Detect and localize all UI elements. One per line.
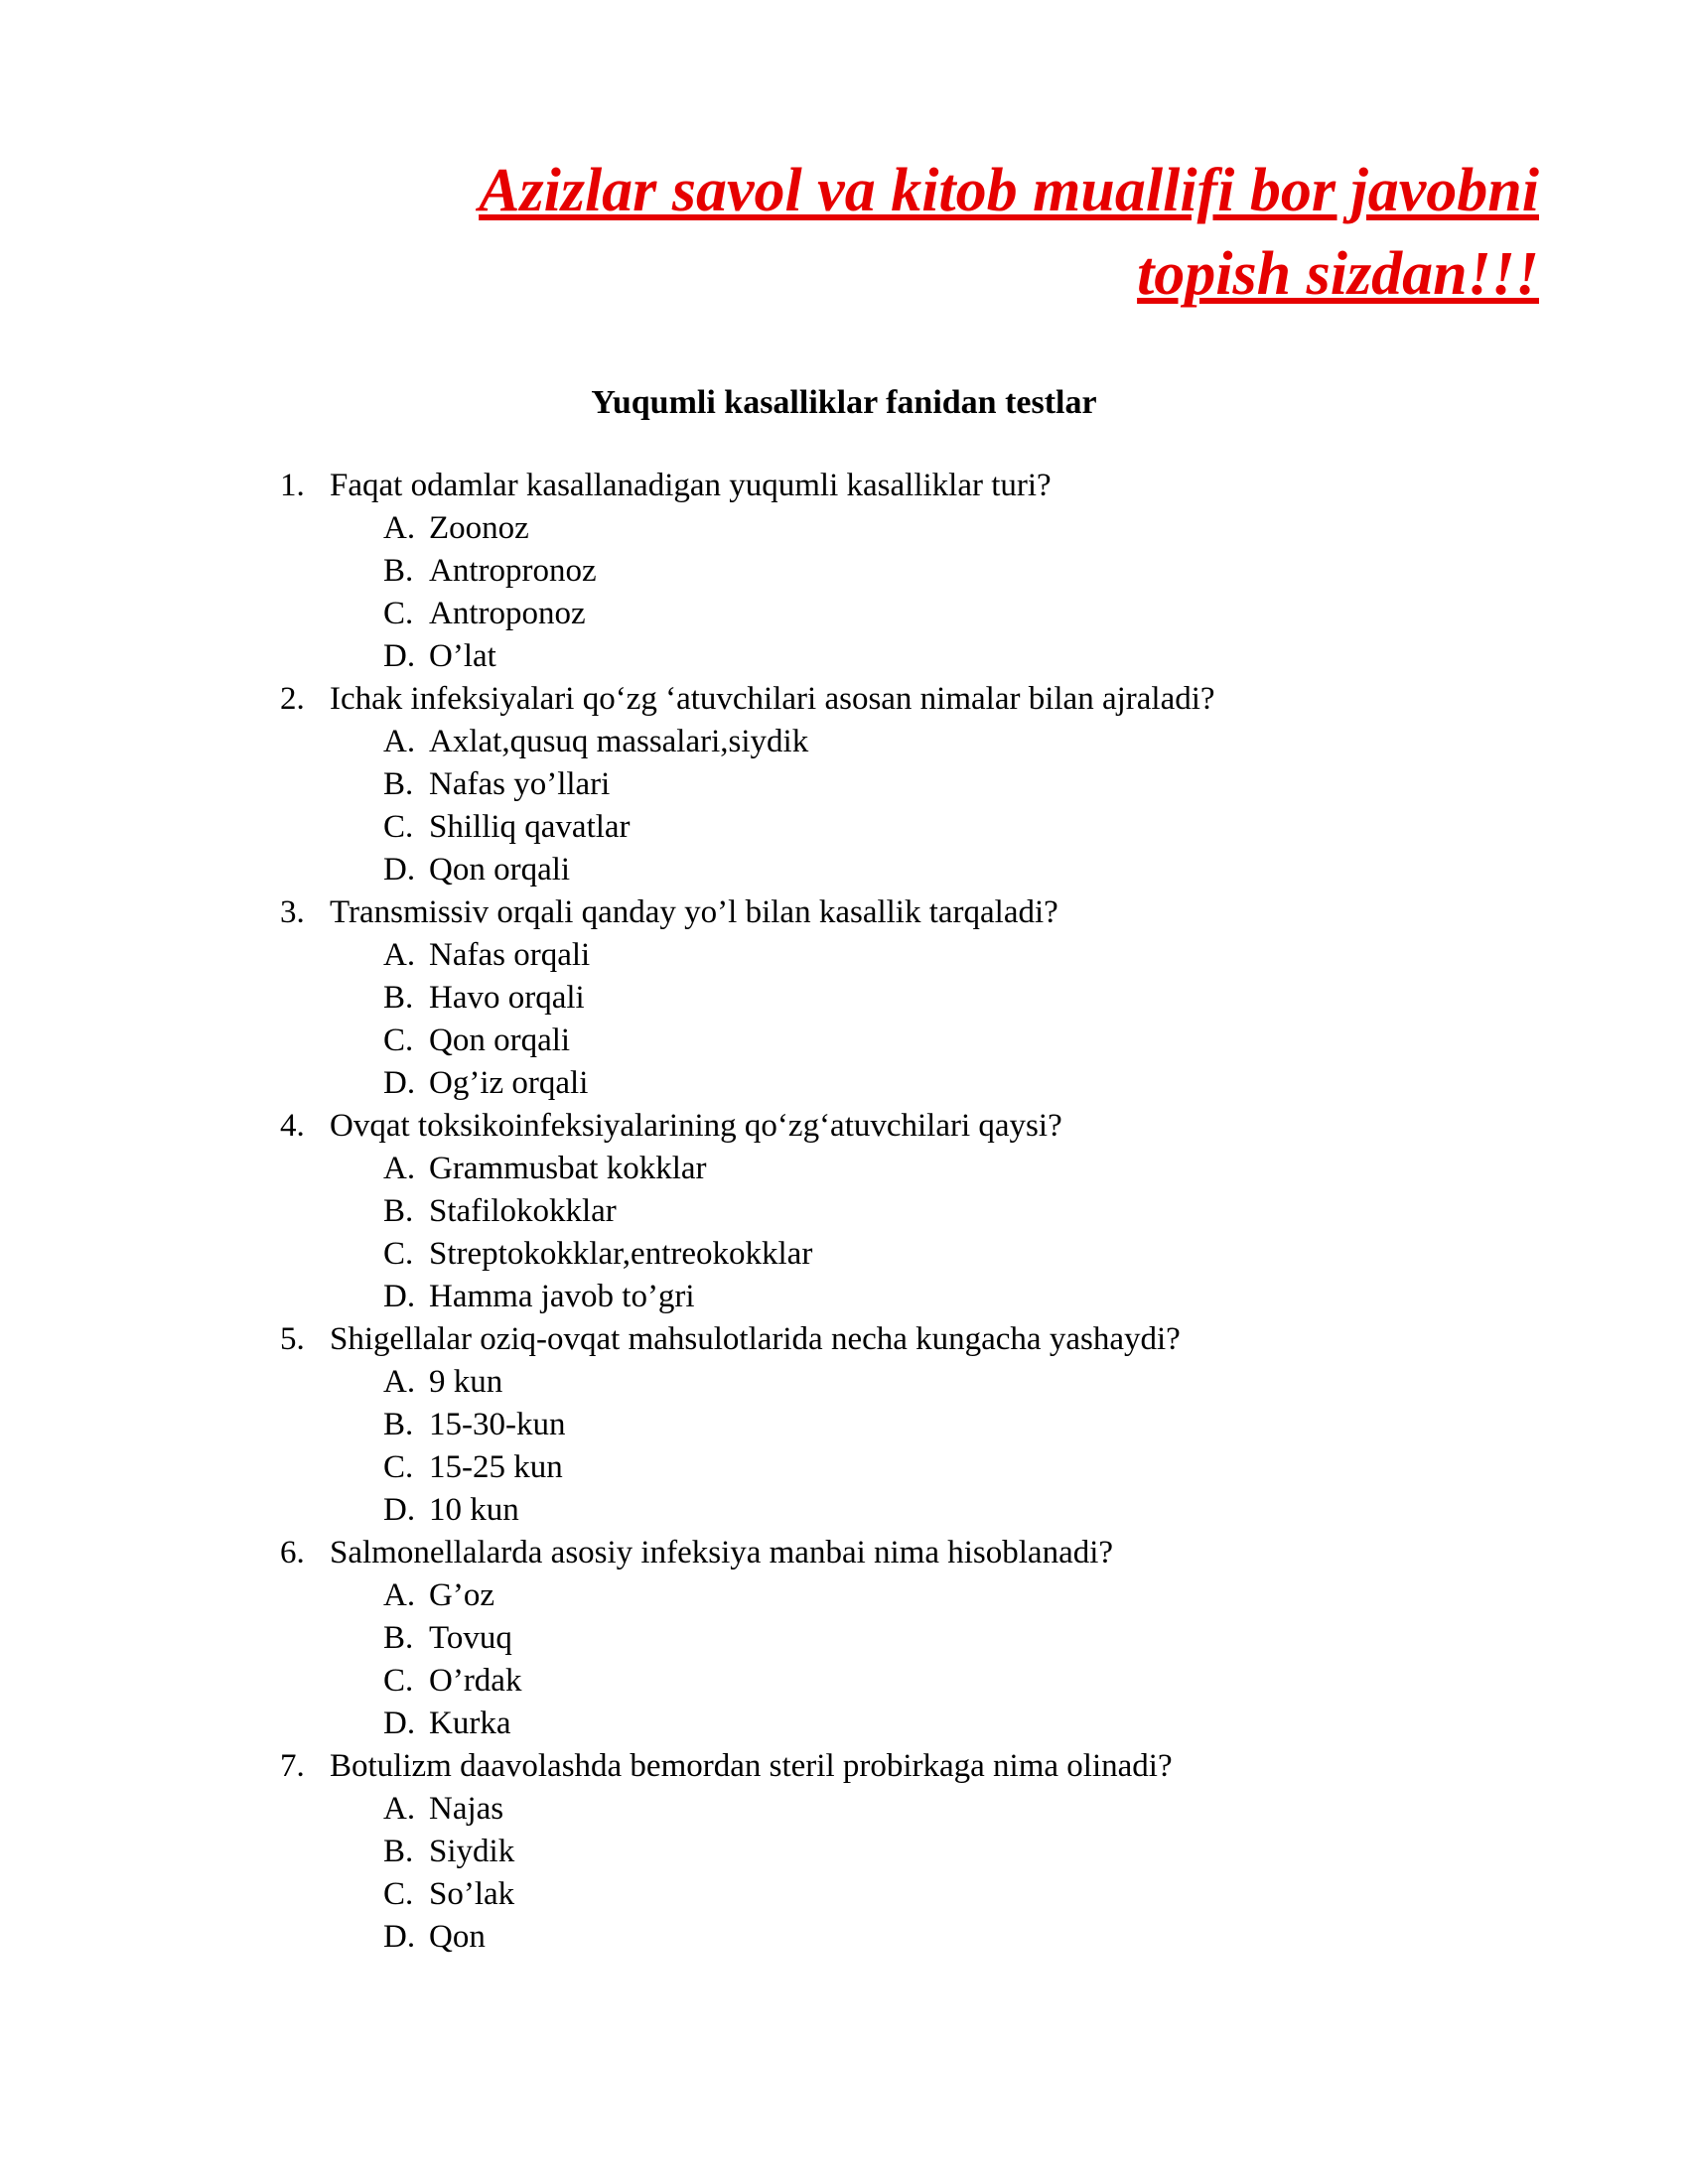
option-label: A. bbox=[383, 937, 416, 973]
option-item bbox=[0, 1020, 1688, 1062]
option-text: So’lak bbox=[429, 1876, 515, 1912]
option-text: 15-30-kun bbox=[429, 1407, 566, 1442]
question-text: Ichak infeksiyalari qo‘zg ‘atuvchilari asosan nimalar bilan ajraladi? bbox=[330, 681, 1215, 717]
question-item bbox=[0, 1745, 1688, 1959]
option-text: Axlat,qusuq massalari,siydik bbox=[429, 724, 809, 759]
option-label: D. bbox=[383, 1065, 416, 1101]
option-label: D. bbox=[383, 1706, 416, 1741]
option-label: B. bbox=[383, 1407, 414, 1442]
question-line bbox=[0, 678, 1688, 721]
question-number: 6. bbox=[280, 1535, 305, 1570]
option-label: C. bbox=[383, 809, 414, 845]
option-text: Antroponoz bbox=[429, 596, 586, 631]
option-item bbox=[0, 1660, 1688, 1703]
question-text: Shigellalar oziq-ovqat mahsulotlarida necha kungacha yashaydi? bbox=[330, 1321, 1181, 1357]
option-label: B. bbox=[383, 1193, 414, 1229]
option-label: A. bbox=[383, 1791, 416, 1827]
option-text: Nafas orqali bbox=[429, 937, 591, 973]
question-item bbox=[0, 1105, 1688, 1318]
option-item bbox=[0, 1148, 1688, 1190]
option-item bbox=[0, 763, 1688, 806]
option-text: O’lat bbox=[429, 638, 496, 674]
option-item bbox=[0, 1916, 1688, 1959]
option-text: Zoonoz bbox=[429, 510, 529, 546]
option-item bbox=[0, 721, 1688, 763]
option-label: A. bbox=[383, 724, 416, 759]
option-item bbox=[0, 806, 1688, 849]
option-text: G’oz bbox=[429, 1577, 494, 1613]
option-item bbox=[0, 1233, 1688, 1276]
option-item bbox=[0, 1831, 1688, 1873]
option-label: D. bbox=[383, 852, 416, 887]
option-item bbox=[0, 1703, 1688, 1745]
question-line bbox=[0, 891, 1688, 934]
option-text: Siydik bbox=[429, 1834, 515, 1869]
option-text: Qon bbox=[429, 1919, 486, 1955]
option-label: A. bbox=[383, 510, 416, 546]
option-text: Nafas yo’llari bbox=[429, 766, 611, 802]
option-label: C. bbox=[383, 1663, 414, 1699]
question-line bbox=[0, 1745, 1688, 1788]
option-item bbox=[0, 1404, 1688, 1446]
option-label: B. bbox=[383, 1834, 414, 1869]
option-label: C. bbox=[383, 596, 414, 631]
option-text: Najas bbox=[429, 1791, 504, 1827]
option-item bbox=[0, 849, 1688, 891]
option-item bbox=[0, 977, 1688, 1020]
document-title bbox=[0, 0, 1688, 316]
option-item bbox=[0, 1361, 1688, 1404]
option-label: C. bbox=[383, 1236, 414, 1272]
option-item bbox=[0, 507, 1688, 550]
option-label: B. bbox=[383, 980, 414, 1016]
option-label: A. bbox=[383, 1151, 416, 1186]
option-item bbox=[0, 934, 1688, 977]
title-line-1: Azizlar savol va kitob muallifi bor javobni bbox=[479, 157, 1539, 224]
option-text: Og’iz orqali bbox=[429, 1065, 589, 1101]
question-text: Faqat odamlar kasallanadigan yuqumli kasalliklar turi? bbox=[330, 468, 1052, 503]
option-item bbox=[0, 1062, 1688, 1105]
question-text: Ovqat toksikoinfeksiyalarining qo‘zg‘atuvchilari qaysi? bbox=[330, 1108, 1062, 1144]
option-text: 10 kun bbox=[429, 1492, 519, 1528]
option-text: Antropronoz bbox=[429, 553, 597, 589]
option-text: 15-25 kun bbox=[429, 1449, 563, 1485]
option-item bbox=[0, 1574, 1688, 1617]
question-item bbox=[0, 1318, 1688, 1532]
option-label: D. bbox=[383, 1279, 416, 1314]
option-item bbox=[0, 1617, 1688, 1660]
option-text: O’rdak bbox=[429, 1663, 522, 1699]
option-label: B. bbox=[383, 766, 414, 802]
option-item bbox=[0, 1276, 1688, 1318]
option-label: A. bbox=[383, 1364, 416, 1400]
question-number: 5. bbox=[280, 1321, 305, 1357]
question-line bbox=[0, 1318, 1688, 1361]
option-label: C. bbox=[383, 1449, 414, 1485]
section-heading: Yuqumli kasalliklar fanidan testlar bbox=[591, 384, 1097, 421]
option-text: Havo orqali bbox=[429, 980, 585, 1016]
option-item bbox=[0, 1873, 1688, 1916]
option-text: Shilliq qavatlar bbox=[429, 809, 631, 845]
option-text: Tovuq bbox=[429, 1620, 512, 1656]
title-line-2: topish sizdan!!! bbox=[1137, 240, 1539, 308]
question-text: Transmissiv orqali qanday yo’l bilan kasallik tarqaladi? bbox=[330, 894, 1058, 930]
option-label: B. bbox=[383, 553, 414, 589]
option-label: A. bbox=[383, 1577, 416, 1613]
question-item bbox=[0, 465, 1688, 678]
question-number: 1. bbox=[280, 468, 305, 503]
option-text: 9 kun bbox=[429, 1364, 503, 1400]
option-label: B. bbox=[383, 1620, 414, 1656]
option-item bbox=[0, 635, 1688, 678]
question-item bbox=[0, 1532, 1688, 1745]
option-text: Streptokokklar,entreokokklar bbox=[429, 1236, 813, 1272]
question-item bbox=[0, 891, 1688, 1105]
question-text: Botulizm daavolashda bemordan steril probirkaga nima olinadi? bbox=[330, 1748, 1173, 1784]
option-label: C. bbox=[383, 1023, 414, 1058]
question-item bbox=[0, 678, 1688, 891]
option-item bbox=[0, 593, 1688, 635]
option-item bbox=[0, 550, 1688, 593]
option-item bbox=[0, 1446, 1688, 1489]
question-line bbox=[0, 1532, 1688, 1574]
question-number: 3. bbox=[280, 894, 305, 930]
option-item bbox=[0, 1190, 1688, 1233]
option-label: D. bbox=[383, 638, 416, 674]
option-label: D. bbox=[383, 1919, 416, 1955]
option-text: Hamma javob to’gri bbox=[429, 1279, 695, 1314]
option-text: Qon orqali bbox=[429, 1023, 571, 1058]
option-label: D. bbox=[383, 1492, 416, 1528]
question-number: 4. bbox=[280, 1108, 305, 1144]
option-item bbox=[0, 1489, 1688, 1532]
option-text: Stafilokokklar bbox=[429, 1193, 617, 1229]
question-list bbox=[0, 465, 1688, 1959]
option-text: Grammusbat kokklar bbox=[429, 1151, 707, 1186]
question-number: 7. bbox=[280, 1748, 305, 1784]
option-item bbox=[0, 1788, 1688, 1831]
option-text: Kurka bbox=[429, 1706, 511, 1741]
question-line bbox=[0, 465, 1688, 507]
question-text: Salmonellalarda asosiy infeksiya manbai nima hisoblanadi? bbox=[330, 1535, 1114, 1570]
option-label: C. bbox=[383, 1876, 414, 1912]
option-text: Qon orqali bbox=[429, 852, 571, 887]
question-number: 2. bbox=[280, 681, 305, 717]
question-line bbox=[0, 1105, 1688, 1148]
